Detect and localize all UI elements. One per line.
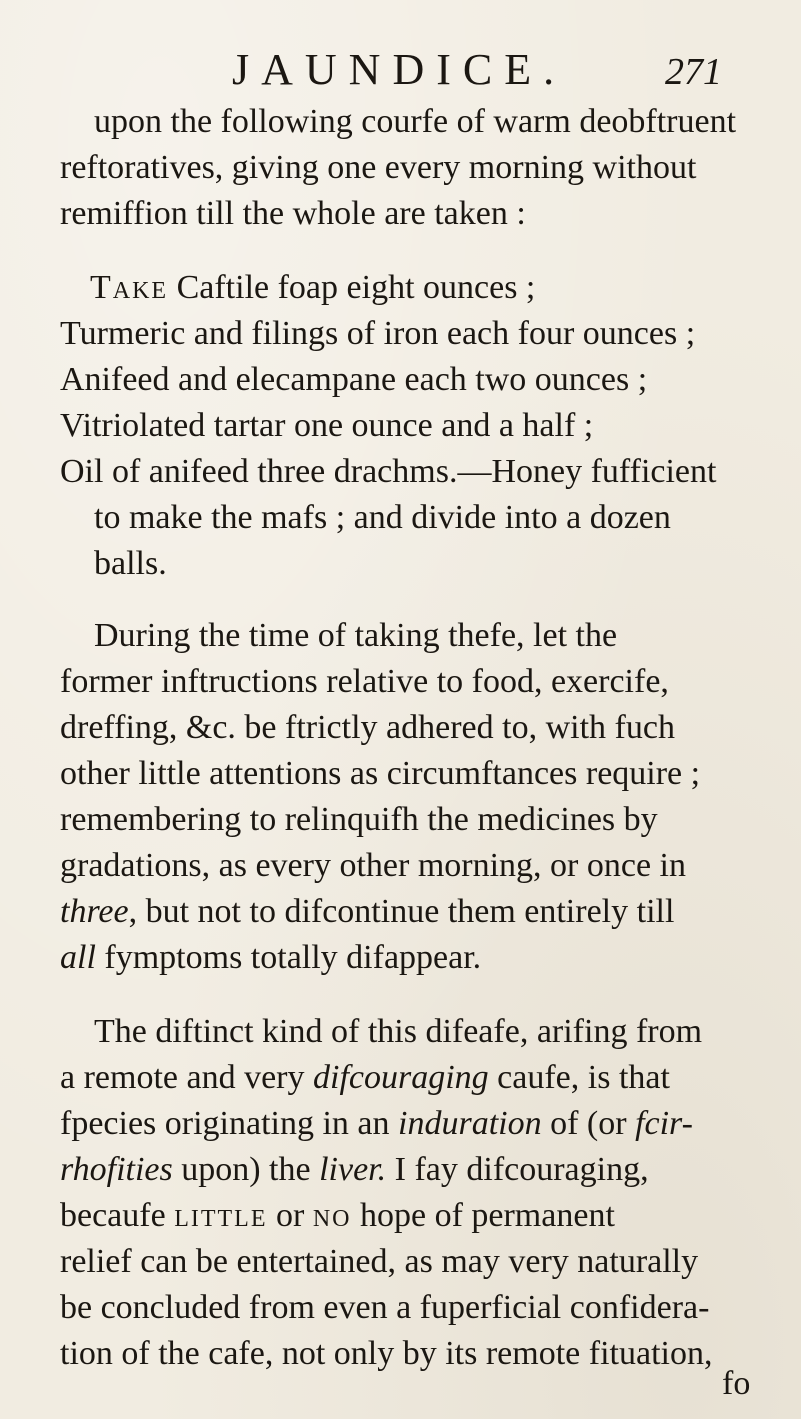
line-text: caufe, is that	[488, 1059, 670, 1096]
text-line	[60, 1148, 649, 1192]
recipe-take-word: Take	[90, 269, 169, 306]
catchword: fo	[722, 1365, 751, 1402]
text-line: remembering to relinquifh the medicines by	[60, 801, 658, 838]
line-text: becaufe	[60, 1197, 175, 1234]
line-text: a remote and very	[60, 1059, 313, 1096]
text-line: The diftinct kind of this difeafe, arifing from	[94, 1013, 703, 1050]
recipe-line: Turmeric and filings of iron each four ounces ;	[60, 315, 696, 352]
text-line	[60, 890, 674, 934]
page-header	[232, 40, 722, 100]
recipe-line: to make the mafs ; and divide into a dozen	[94, 499, 671, 536]
line-text: of (or	[541, 1105, 636, 1142]
line-text: fymptoms totally difappear.	[95, 939, 482, 976]
text-line: relief can be entertained, as may very naturally	[60, 1243, 699, 1280]
text-line: remiffion till the whole are taken :	[60, 195, 526, 232]
italic-word: liver.	[319, 1151, 387, 1188]
line-text: upon) the	[172, 1151, 320, 1188]
line-text: fpecies originating in an	[60, 1105, 399, 1142]
text-line	[60, 1194, 615, 1238]
text-line: dreffing, &c. be ftrictly adhered to, with fuch	[60, 709, 675, 746]
italic-word: difcouraging	[313, 1059, 489, 1096]
recipe-line: Vitriolated tartar one ounce and a half ;	[60, 407, 594, 444]
line-text: or	[267, 1197, 313, 1234]
text-line: During the time of taking thefe, let the	[94, 617, 618, 654]
small-caps-word: no	[312, 1197, 352, 1234]
running-title: JAUNDICE.	[232, 45, 567, 94]
line-text: , but not to difcontinue them entirely till	[128, 893, 675, 930]
recipe-line: Oil of anifeed three drachms.—Honey fufficient	[60, 453, 717, 490]
recipe-line-text: Caftile foap eight ounces ;	[168, 269, 536, 306]
recipe-line: Anifeed and elecampane each two ounces ;	[60, 361, 648, 398]
small-caps-word: little	[174, 1197, 268, 1234]
recipe-line	[90, 266, 535, 310]
italic-word: rhofities	[60, 1151, 173, 1188]
recipe-line: balls.	[94, 545, 167, 582]
text-line: tion of the cafe, not only by its remote fituation,	[60, 1335, 713, 1372]
text-line	[60, 936, 481, 980]
italic-word: fcir-	[635, 1105, 693, 1142]
page-number: 271	[665, 51, 722, 93]
text-line: upon the following courfe of warm deobftruent	[94, 103, 737, 140]
text-line: former inftructions relative to food, exercife,	[60, 663, 669, 700]
italic-word: all	[60, 939, 96, 976]
text-line: gradations, as every other morning, or once in	[60, 847, 686, 884]
text-line: other little attentions as circumftances require ;	[60, 755, 701, 792]
text-line	[60, 1056, 670, 1100]
line-text: hope of permanent	[351, 1197, 615, 1234]
line-text: I fay difcouraging,	[386, 1151, 649, 1188]
italic-word: induration	[398, 1105, 542, 1142]
italic-word: three	[60, 893, 129, 930]
text-line	[60, 1102, 693, 1146]
text-line: be concluded from even a fuperficial confidera-	[60, 1289, 710, 1326]
text-line: reftoratives, giving one every morning without	[60, 149, 697, 186]
